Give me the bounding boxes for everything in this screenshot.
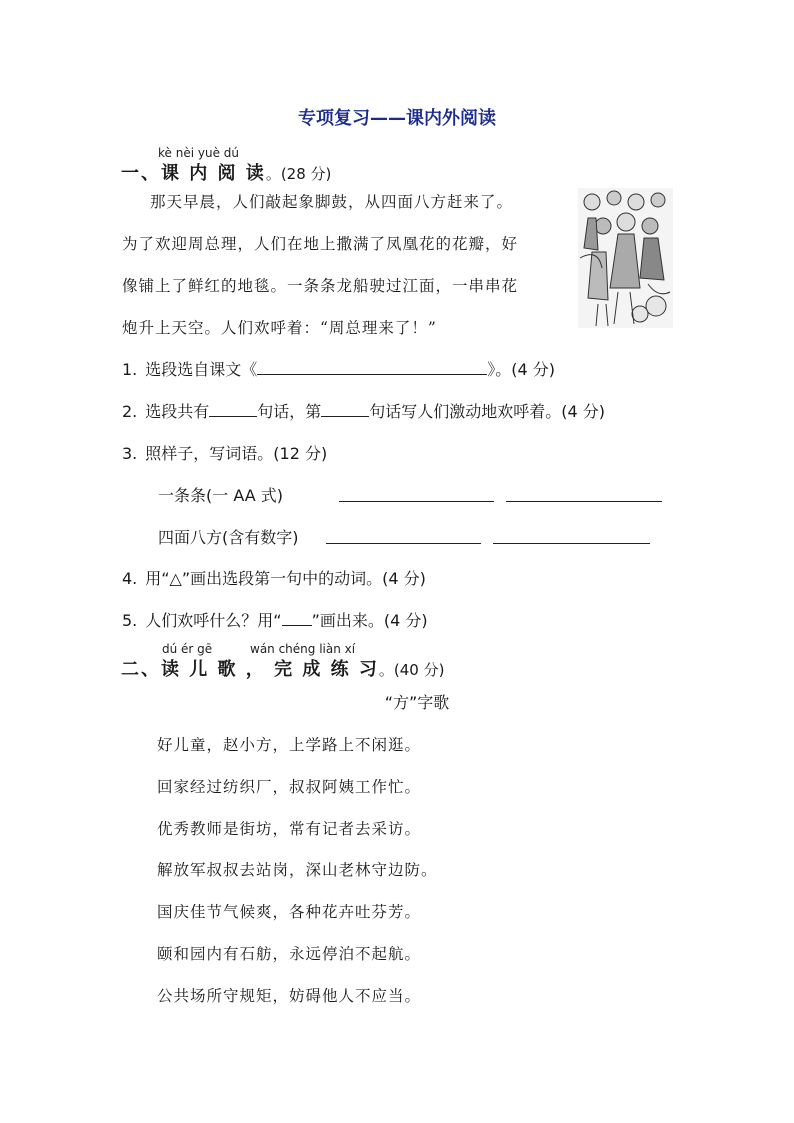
section1-heading	[121, 159, 331, 185]
section1-pinyin: kè nèi yuè dú	[158, 146, 239, 160]
question-2	[122, 399, 605, 422]
crowd-illustration-icon	[578, 188, 673, 328]
poem-line-1: 好儿童，赵小方，上学路上不闲逛。	[157, 736, 422, 754]
q4-text: 用“△”画出选段第一句中的动词。(4 分)	[145, 569, 426, 588]
section2-pinyin-a: dú ér gē	[162, 642, 213, 656]
q1-number: 1.	[122, 360, 138, 379]
q3b-text: 四面八方(含有数字)	[158, 528, 299, 547]
q1-answer-blank[interactable]	[257, 360, 487, 375]
section2-score: 。(40 分)	[378, 661, 445, 679]
poem-line-2: 回家经过纺织厂，叔叔阿姨工作忙。	[157, 778, 422, 796]
passage-line-3: 像铺上了鲜红的地毯。一条条龙船驶过江面，一串串花	[122, 277, 519, 295]
passage-line-4: 炮升上天空。人们欢呼着：“周总理来了！”	[122, 319, 437, 337]
poem-line-4: 解放军叔叔去站岗，深山老林守边防。	[157, 861, 438, 879]
question-3	[122, 441, 327, 464]
question-5	[122, 608, 428, 631]
q2-answer-blank-2[interactable]	[321, 402, 369, 417]
question-3b	[158, 525, 299, 548]
poem-line-3: 优秀教师是街坊，常有记者去采访。	[157, 820, 422, 838]
poem-line-7: 公共场所守规矩，妨碍他人不应当。	[157, 987, 422, 1005]
q1-text-b: 》。(4 分)	[487, 360, 556, 379]
section1-label: 一、课 内 阅 读	[121, 163, 266, 184]
section2-pinyin-b: wán chéng liàn xí	[250, 642, 356, 656]
q1-text-a: 选段选自课文《	[145, 360, 258, 379]
q4-number: 4.	[122, 569, 138, 588]
section2-label: 二、读 儿 歌 ， 完 成 练 习	[121, 659, 379, 680]
page-title: 专项复习——课内外阅读	[298, 108, 496, 129]
poem-line-5: 国庆佳节气候爽，各种花卉吐芬芳。	[157, 903, 422, 921]
q2-answer-blank-1[interactable]	[209, 402, 257, 417]
q3a-text: 一条条(一 AA 式)	[158, 486, 283, 505]
q3-number: 3.	[122, 444, 138, 463]
question-4	[122, 566, 426, 589]
q3b-answer-blank-1[interactable]	[326, 529, 481, 544]
passage-line-2: 为了欢迎周总理，人们在地上撒满了凤凰花的花瓣，好	[122, 235, 519, 253]
q2-text-b: 句话，第	[257, 402, 322, 421]
question-1	[122, 357, 555, 380]
poem-line-6: 颐和园内有石舫，永远停泊不起航。	[157, 945, 422, 963]
section2-heading	[121, 655, 444, 681]
q2-text-c: 句话写人们激动地欢呼着。(4 分)	[369, 402, 606, 421]
passage-line-1: 那天早晨，人们敲起象脚鼓，从四面八方赶来了。	[150, 193, 514, 211]
question-3a	[158, 483, 283, 506]
q2-text-a: 选段共有	[145, 402, 210, 421]
q5-underline-sample	[282, 611, 312, 626]
q3-text: 照样子，写词语。(12 分)	[145, 444, 328, 463]
q5-number: 5.	[122, 611, 138, 630]
q5-text-a: 人们欢呼什么？用“	[145, 611, 282, 630]
q2-number: 2.	[122, 402, 138, 421]
q3a-answer-blank-2[interactable]	[506, 487, 662, 502]
q3a-answer-blank-1[interactable]	[339, 487, 494, 502]
poem-title: “方”字歌	[384, 693, 450, 712]
section1-score: 。(28 分)	[265, 165, 332, 183]
q3b-answer-blank-2[interactable]	[493, 529, 650, 544]
q5-text-b: ”画出来。(4 分)	[311, 611, 428, 630]
